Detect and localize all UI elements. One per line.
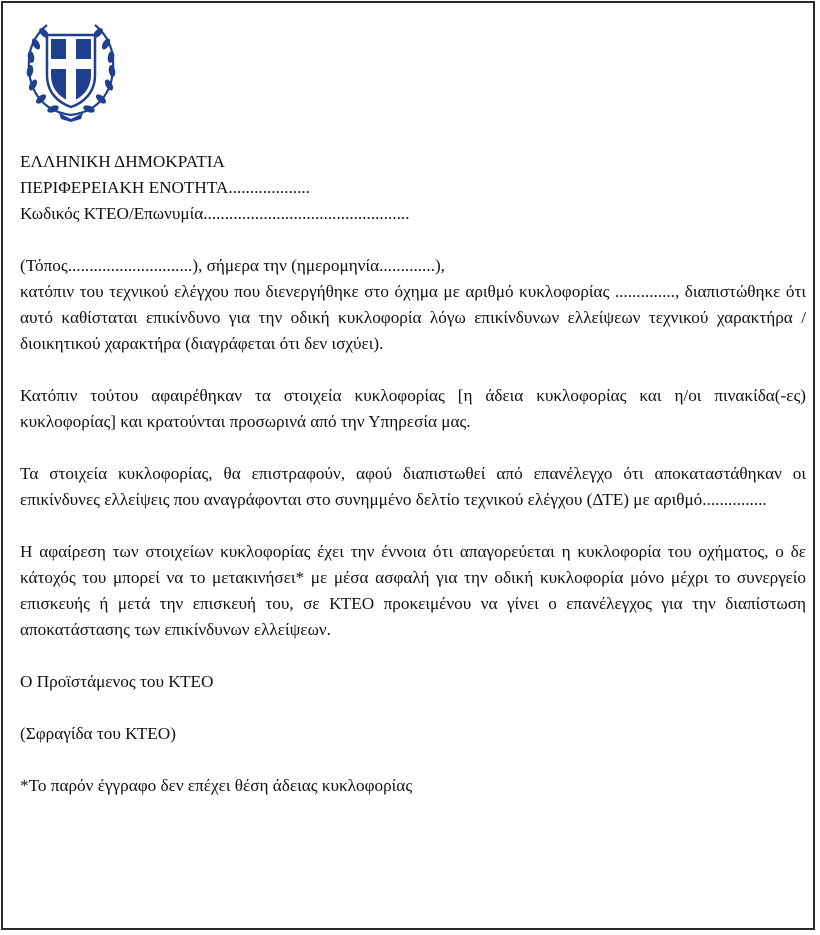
header-kteo-code: Κωδικός ΚΤΕΟ/Επωνυμία................................................ xyxy=(20,204,410,223)
place-date-line: (Τόπος.............................), σήμερα την (ημερομηνία.............), xyxy=(20,256,445,275)
signatory-label: Ο Προϊστάμενος του ΚΤΕΟ xyxy=(20,672,214,691)
paragraph-circulation-ban: Η αφαίρεση των στοιχείων κυκλοφορίας έχει την έννοια ότι απαγορεύεται η κυκλοφορία του οχήματος, ο δε κάτοχός του μπορεί να το μετακινήσει* με μέσα ασφαλή για την οδική κυκλοφορία μόνο μέχρι το συνεργείο επισκευής ή μετά την επισκευή του, σε ΚΤΕΟ προκειμένου να γίνει ο επανέλεγχος για την διαπίστωση αποκατάστασης των επικίνδυνων ελλείψεων. xyxy=(20,542,806,639)
issuer-header xyxy=(20,149,806,227)
seal-label: (Σφραγίδα του ΚΤΕΟ) xyxy=(20,724,176,743)
document-body xyxy=(20,149,806,799)
document-page xyxy=(1,1,815,930)
header-regional-unit: ΠΕΡΙΦΕΡΕΙΑΚΗ ΕΝΟΤΗΤΑ................... xyxy=(20,178,310,197)
header-country: ΕΛΛΗΝΙΚΗ ΔΗΜΟΚΡΑΤΙΑ xyxy=(20,152,225,171)
paragraph-inspection-finding: κατόπιν του τεχνικού ελέγχου που διενεργήθηκε στο όχημα με αριθμό κυκλοφορίας .............., διαπιστώθηκε ότι αυτό καθίσταται επικίνδυνο για την οδική κυκλοφορία λόγω επικίνδυνων ελλείψεων τεχνικού χαρακτήρα / διοικητικού χαρακτήρα (διαγράφεται ότι δεν ισχύει). xyxy=(20,282,806,353)
paragraph-documents-removed: Κατόπιν τούτου αφαιρέθηκαν τα στοιχεία κυκλοφορίας [η άδεια κυκλοφορίας και η/οι πινακίδα(-ες) κυκλοφορίας] και κρατούνται προσωρινά από την Υπηρεσία μας. xyxy=(20,386,806,431)
coat-of-arms-icon xyxy=(19,15,123,123)
footnote: *Το παρόν έγγραφο δεν επέχει θέση άδειας κυκλοφορίας xyxy=(20,776,413,795)
paragraph-return-conditions: Τα στοιχεία κυκλοφορίας, θα επιστραφούν, αφού διαπιστωθεί από επανέλεγχο ότι αποκαταστάθηκαν οι επικίνδυνες ελλείψεις που αναγράφονται στο συνημμένο δελτίο τεχνικού ελέγχου (ΔΤΕ) με αριθμό............... xyxy=(20,464,806,509)
